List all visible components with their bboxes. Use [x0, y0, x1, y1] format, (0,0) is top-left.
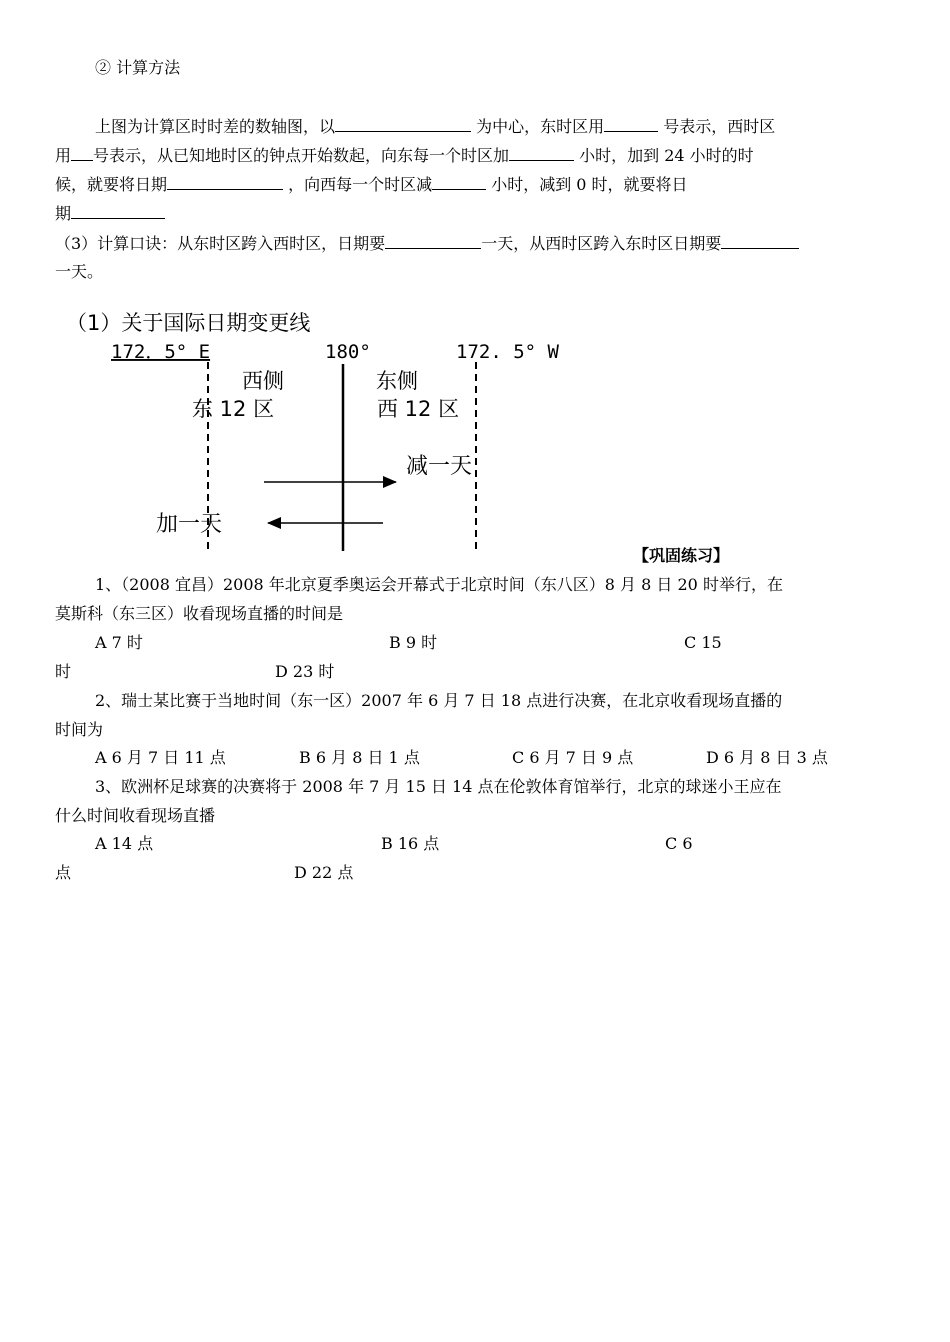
- answer-blank[interactable]: [604, 116, 658, 132]
- minus-day-label: 减一天: [406, 454, 473, 479]
- paragraph-text: 候，就要将日期: [55, 175, 168, 194]
- east-12-zone-label: 东 12 区: [192, 397, 275, 421]
- date-line-diagram: [60, 302, 640, 558]
- q2-option-c[interactable]: C 6 月 7 日 9 点: [512, 748, 634, 767]
- question-3-line-1: 3、欧洲杯足球赛的决赛将于 2008 年 7 月 15 日 14 点在伦敦体育馆举行，北京的球迷小王应在: [95, 777, 782, 796]
- q2-option-a[interactable]: A 6 月 7 日 11 点: [95, 748, 226, 767]
- paragraph-line-4: [55, 203, 165, 224]
- question-1-line-1: 1、（2008 宜昌）2008 年北京夏季奥运会开幕式于北京时间（东八区）8 月 8 日 20 时举行，在: [95, 575, 783, 594]
- paragraph-text: 上图为计算区时时差的数轴图，以: [95, 117, 336, 136]
- formula-text: 一天，从西时区跨入东时区日期要: [481, 234, 722, 253]
- longitude-mid: 180°: [325, 341, 371, 363]
- q3-option-c[interactable]: C 6: [665, 834, 693, 853]
- west-12-zone-label: 西 12 区: [377, 397, 460, 421]
- paragraph-text: 用: [55, 146, 72, 165]
- paragraph-line-3: [55, 174, 688, 195]
- east-side-label: 东侧: [376, 369, 418, 393]
- q1-option-b[interactable]: B 9 时: [389, 633, 438, 652]
- paragraph-text: 小时，减到 0 时，就要将日: [486, 175, 688, 194]
- question-1-line-2: 莫斯科（东三区）收看现场直播的时间是: [55, 604, 344, 623]
- answer-blank[interactable]: [167, 174, 283, 190]
- longitude-right: 172. 5° W: [456, 341, 559, 363]
- formula-line-1: [55, 233, 799, 254]
- q2-option-d[interactable]: D 6 月 8 日 3 点: [706, 748, 828, 767]
- q1-option-a[interactable]: A 7 时: [95, 633, 143, 652]
- method-heading: ② 计算方法: [95, 58, 181, 77]
- answer-blank[interactable]: [71, 203, 165, 219]
- q1-option-c[interactable]: C 15: [684, 633, 722, 652]
- answer-blank[interactable]: [432, 174, 486, 190]
- formula-text: （3）计算口诀：从东时区跨入西时区，日期要: [55, 234, 386, 253]
- question-2-line-1: 2、瑞士某比赛于当地时间（东一区）2007 年 6 月 7 日 18 点进行决赛，在北京收看现场直播的: [95, 691, 783, 710]
- diagram-title: （1）关于国际日期变更线: [66, 311, 311, 335]
- answer-blank[interactable]: [721, 233, 799, 249]
- q3-option-a[interactable]: A 14 点: [95, 834, 154, 853]
- q1-option-c-continued: 时: [55, 662, 72, 681]
- q1-option-d[interactable]: D 23 时: [275, 662, 335, 681]
- question-2-line-2: 时间为: [55, 720, 104, 739]
- paragraph-text: ，向西每一个时区减: [283, 175, 433, 194]
- paragraph-line-1: [95, 116, 775, 137]
- longitude-left: [111, 341, 210, 363]
- plus-day-label: 加一天: [156, 512, 223, 537]
- question-3-line-2: 什么时间收看现场直播: [55, 806, 216, 825]
- west-side-label: 西侧: [242, 369, 284, 393]
- paragraph-text: 期: [55, 204, 72, 223]
- answer-blank[interactable]: [335, 116, 471, 132]
- answer-blank[interactable]: [71, 145, 93, 161]
- q2-option-b[interactable]: B 6 月 8 日 1 点: [299, 748, 420, 767]
- exercise-header: 【巩固练习】: [633, 546, 730, 565]
- paragraph-text: 号表示，从已知地时区的钟点开始数起，向东每一个时区加: [93, 146, 510, 165]
- paragraph-text: 号表示，西时区: [658, 117, 776, 136]
- q3-option-c-continued: 点: [55, 863, 72, 882]
- paragraph-text: 为中心，东时区用: [471, 117, 605, 136]
- answer-blank[interactable]: [385, 233, 481, 249]
- longitude-left-text: 172．5° E: [111, 341, 211, 363]
- q3-option-d[interactable]: D 22 点: [294, 863, 354, 882]
- q3-option-b[interactable]: B 16 点: [381, 834, 440, 853]
- answer-blank[interactable]: [509, 145, 574, 161]
- paragraph-text: 小时，加到 24 小时的时: [574, 146, 754, 165]
- formula-line-2: 一天。: [55, 262, 104, 281]
- paragraph-line-2: [55, 145, 754, 166]
